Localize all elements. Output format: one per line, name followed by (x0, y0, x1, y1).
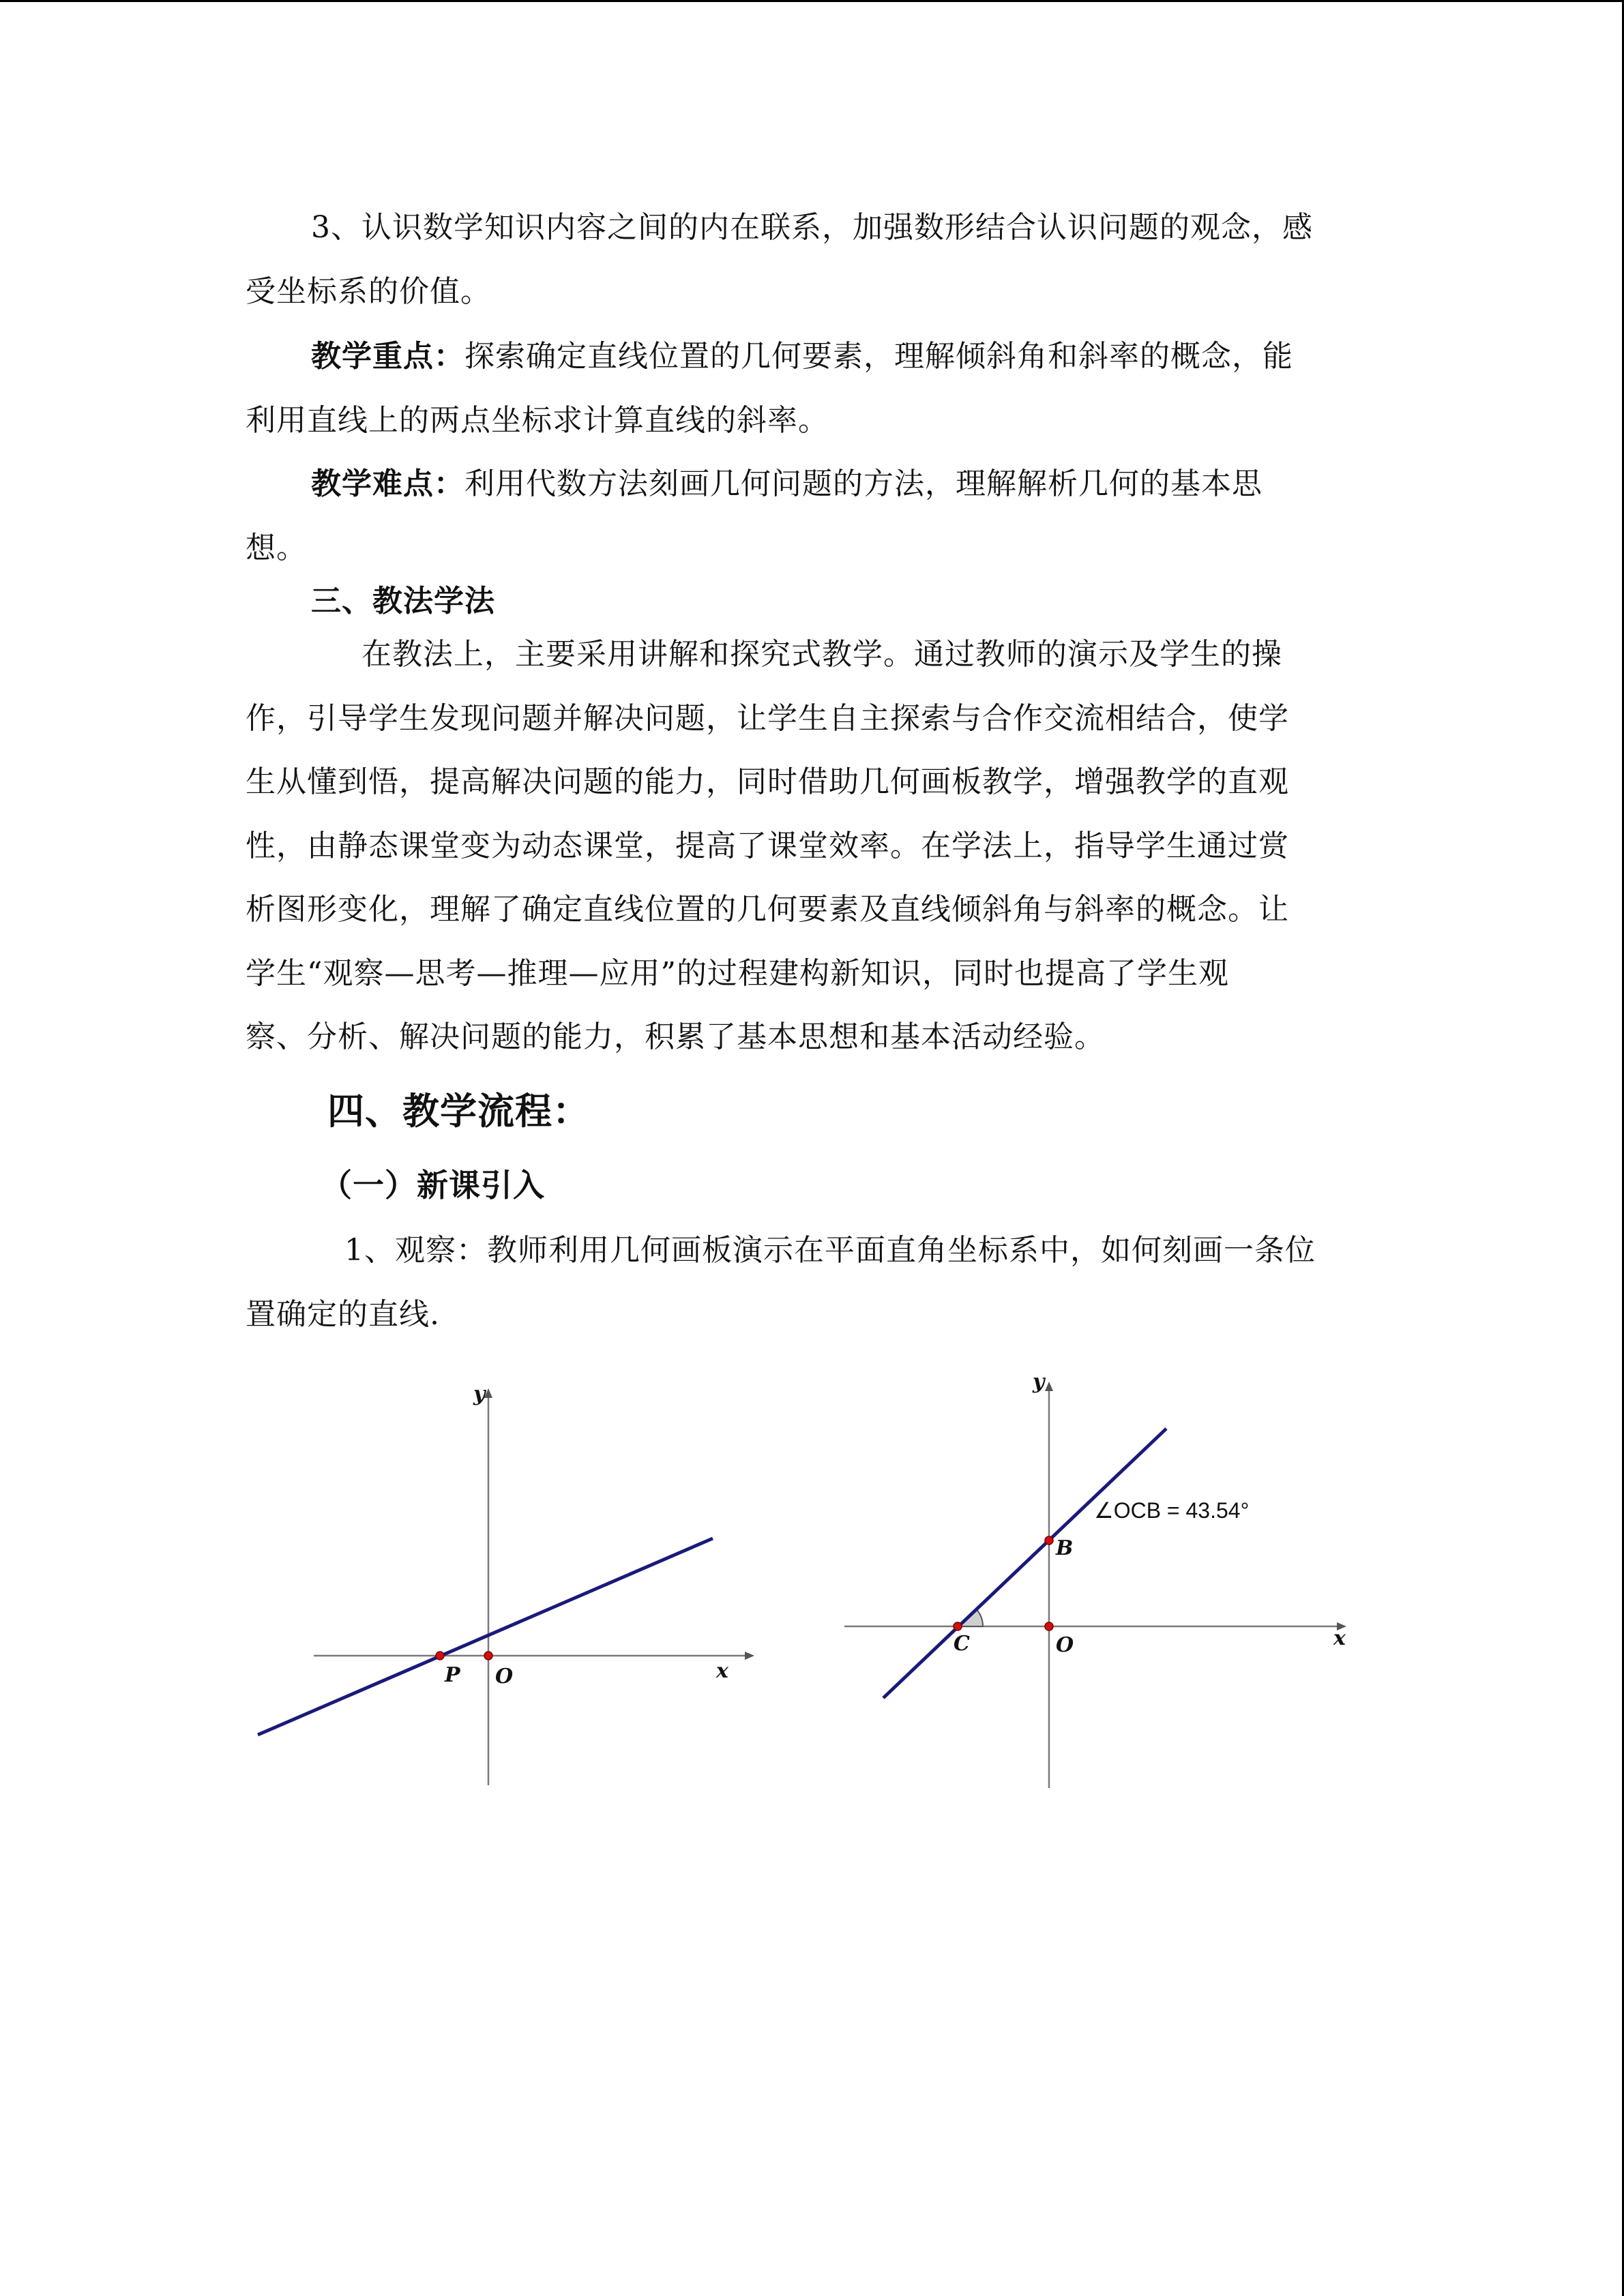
right-origin-label: O (1056, 1633, 1074, 1657)
method-line3: 生从懂到悟，提高解决问题的能力，同时借助几何画板教学，增强教学的直观 (246, 764, 1289, 799)
section3-title: 三、教法学法 (311, 584, 495, 618)
key-points-text: 探索确定直线位置的几何要素，理解倾斜角和斜率的概念，能 (464, 339, 1293, 374)
left-y-axis-label: y (473, 1382, 486, 1406)
right-point-o (1045, 1622, 1053, 1630)
method-line7: 察、分析、解决问题的能力，积累了基本思想和基本活动经验。 (246, 1019, 1105, 1054)
observe-line2: 置确定的直线. (246, 1297, 440, 1332)
left-origin-label: O (495, 1665, 514, 1688)
right-y-axis-label: y (1033, 1370, 1045, 1394)
observe-line1: 1、观察：教师利用几何画板演示在平面直角坐标系中，如何刻画一条位 (344, 1233, 1316, 1268)
right-point-c-label: C (954, 1632, 970, 1656)
right-x-axis-label: x (1333, 1626, 1346, 1650)
right-angle-label: ∠OCB = 43.54° (1094, 1498, 1250, 1523)
goal3-line2: 受坐标系的价值。 (246, 274, 491, 309)
method-line1: 在教法上，主要采用讲解和探究式教学。通过教师的演示及学生的操 (361, 637, 1282, 672)
goal3-line1: 3、认识数学知识内容之间的内在联系，加强数形结合认识问题的观念，感 (311, 210, 1313, 245)
right-line (883, 1429, 1166, 1698)
right-point-c (954, 1622, 962, 1630)
method-line2: 作，引导学生发现问题并解决问题，让学生自主探索与合作交流相结合，使学 (246, 701, 1289, 736)
section4-title: 四、教学流程： (327, 1090, 590, 1133)
right-point-b (1045, 1536, 1053, 1545)
left-point-p-label: P (445, 1663, 460, 1687)
right-point-b-label: B (1056, 1536, 1074, 1560)
key-points-line2: 利用直线上的两点坐标求计算直线的斜率。 (246, 403, 829, 438)
difficulty-line2: 想。 (246, 531, 307, 565)
difficulty-label: 教学难点： (311, 466, 464, 501)
left-x-axis-label: x (716, 1659, 728, 1683)
difficulty-text: 利用代数方法刻画几何问题的方法，理解解析几何的基本思 (464, 466, 1263, 501)
method-line6: 学生“观察—思考—推理—应用”的过程建构新知识，同时也提高了学生观 (246, 956, 1229, 991)
right-y-arrow-icon (1045, 1382, 1053, 1391)
key-points-label: 教学重点： (311, 339, 464, 374)
subsection1-title: （一）新课引入 (321, 1167, 545, 1204)
method-line5: 析图形变化，理解了确定直线位置的几何要素及直线倾斜角与斜率的概念。让 (246, 892, 1289, 927)
method-line4: 性，由静态课堂变为动态课堂，提高了课堂效率。在学法上，指导学生通过赏 (246, 829, 1289, 863)
